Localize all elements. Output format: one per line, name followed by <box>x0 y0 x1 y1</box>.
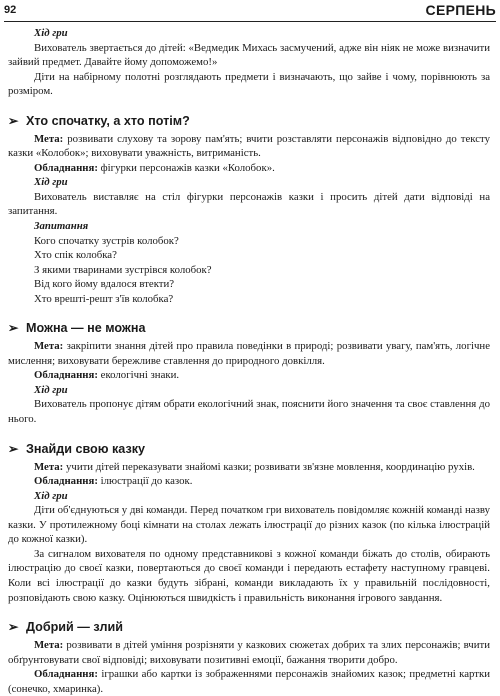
section-paragraph: Вихователь виставляє на стіл фігурки персонажів казки і просить дітей дати відповіді на запитання. <box>8 190 490 218</box>
game-section <box>8 441 490 605</box>
question-item: Хто спік колобка? <box>34 249 117 262</box>
materials-text: Обладнання: іграшки або картки із зображеннями персонажів знайомих казок; предметні картки (сонечко, хмаринка). <box>8 668 491 695</box>
questions-heading: Запитання <box>34 220 89 233</box>
game-section <box>8 619 490 696</box>
goal-text: Мета: розвивати слухову та зорову пам'ять; вчити розставляти персонажів відповідно до тексту казки «Колобок»; виховувати уважність, витриманість. <box>8 132 490 160</box>
intro-subheading: Хід гри <box>34 27 68 39</box>
section-subheading: Хід гри <box>34 383 68 396</box>
materials-text: Обладнання: фігурки персонажів казки «Колобок». <box>34 161 275 174</box>
question-item: З якими тваринами зустрівся колобок? <box>34 263 212 276</box>
page-number: 92 <box>4 4 17 16</box>
arrow-bullet-icon: ➢ <box>8 113 19 128</box>
game-section <box>8 113 490 307</box>
arrow-bullet-icon: ➢ <box>8 321 19 336</box>
question-item: Кого спочатку зустрів колобок? <box>34 234 179 247</box>
materials-text: Обладнання: екологічні знаки. <box>34 369 180 382</box>
materials-text: Обладнання: ілюстрації до казок. <box>34 475 193 488</box>
arrow-bullet-icon: ➢ <box>8 620 19 635</box>
section-subheading: Хід гри <box>34 489 68 502</box>
section-paragraph: Вихователь пропонує дітям обрати екологічний знак, пояснити його значення та своє ставлення до нього. <box>8 398 490 426</box>
month-title: СЕРПЕНЬ <box>425 2 496 18</box>
goal-text: Мета: закріпити знання дітей про правила поведінки в природі; розвивати увагу, пам'ять, логічне мислення; виховувати бережливе ставлення до природного довкілля. <box>8 340 491 367</box>
page-header <box>4 3 496 22</box>
section-title: ➢ Добрий — злий <box>8 620 123 635</box>
game-section <box>8 320 490 426</box>
section-paragraph: Діти об'єднуються у дві команди. Перед початком гри вихователь повідомляє кожній команді назву казки. У протилежному боці кімнати на столах лежать ілюстрації до різних казок (по кілька ілюстрацій до кожної казки). <box>8 504 490 546</box>
section-title: ➢ Можна — не можна <box>8 321 146 336</box>
page-content <box>8 26 490 696</box>
intro-paragraph: Вихователь звертається до дітей: «Ведмедик Михась засмучений, адже він ніяк не може визначити зайвий предмет. Давайте йому допоможемо!» <box>8 41 490 69</box>
section-title: ➢ Знайди свою казку <box>8 441 146 456</box>
intro-paragraph: Діти на набірному полотні розглядають предмети і визначають, що зайве і чому, порівнюють за розміром. <box>8 70 490 98</box>
goal-text: Мета: розвивати в дітей уміння розрізняти у казкових сюжетах добрих та злих персонажів; вчити обґрунтовувати свої відповіді; виховувати позитивні емоції, бажання творити добро. <box>8 639 490 666</box>
section-title: ➢ Хто спочатку, а хто потім? <box>8 113 190 128</box>
arrow-bullet-icon: ➢ <box>8 441 19 456</box>
section-subheading: Хід гри <box>34 176 68 189</box>
goal-text: Мета: учити дітей переказувати знайомі казки; розвивати зв'язне мовлення, координацію рухів. <box>34 460 475 473</box>
section-paragraph: За сигналом вихователя по одному представникові з кожної команди біжать до столів, обирають ілюстрацію до своєї казки, повертаються до своєї команди і передають естафету наступному гравцеві. Коли всі ілюстрації до казки будуть зібрані, команди викладають їх у правильній послідовності, розповідають свою казку. Оцінюються швидкість і правильність виконання ігрового завдання. <box>8 547 490 604</box>
question-item: Хто врешті-решт з'їв колобка? <box>34 292 174 305</box>
question-item: Від кого йому вдалося втекти? <box>34 278 175 291</box>
